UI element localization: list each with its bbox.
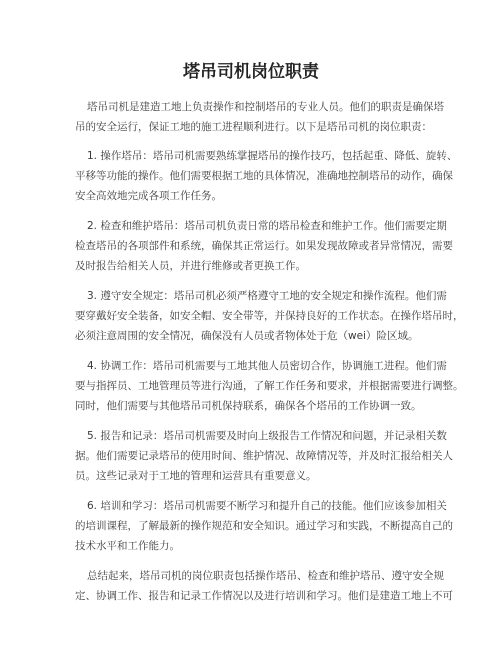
paragraph-line: 5. 报告和记录：塔吊司机需要及时向上级报告工作情况和问题，并记录相关数 (87, 430, 447, 442)
duty-paragraph-coordinate (75, 356, 464, 416)
paragraph-line: 3. 遵守安全规定：塔吊司机必须严格遵守工地的安全规定和操作流程。他们需 (87, 290, 447, 302)
duty-paragraph-operate (75, 146, 458, 206)
paragraph-line: 总结起来，塔吊司机的岗位职责包括操作塔吊、检查和维护塔吊、遵守安全规 (87, 570, 444, 582)
paragraph-line: 要穿戴好安全装备，如安全帽、安全带等，并保持良好的工作状态。在操作塔吊时， (75, 310, 464, 322)
duty-paragraph-report (75, 426, 453, 486)
paragraph-line: 必须注意周围的安全情况，确保没有人员或者物体处于危（wei）险区域。 (75, 330, 419, 342)
paragraph-line: 4. 协调工作：塔吊司机需要与工地其他人员密切合作，协调施工进程。他们需 (87, 360, 447, 372)
summary-paragraph (75, 566, 453, 606)
paragraph-line: 安全高效地完成各项工作任务。 (75, 190, 222, 202)
paragraph-line: 要与指挥员、工地管理员等进行沟通，了解工作任务和要求，并根据需要进行调整。 (75, 380, 464, 392)
paragraph-line: 平移等功能的操作。他们需要根据工地的具体情况，准确地控制塔吊的动作，确保 (75, 170, 453, 182)
duty-paragraph-training (75, 496, 453, 556)
paragraph-line: 员。这些记录对于工地的管理和运营具有重要意义。 (75, 470, 317, 482)
paragraph-line: 定、协调工作、报告和记录工作情况以及进行培训和学习。他们是建造工地上不可 (75, 590, 453, 602)
duty-paragraph-inspect (75, 216, 453, 276)
paragraph-line: 检查塔吊的各项部件和系统，确保其正常运行。如果发现故障或者异常情况，需要 (75, 240, 453, 252)
paragraph-line: 的培训课程，了解最新的操作规范和安全知识。通过学习和实践，不断提高自己的 (75, 520, 453, 532)
paragraph-line: 6. 培训和学习：塔吊司机需要不断学习和提升自己的技能。他们应该参加相关 (87, 500, 447, 512)
paragraph-line: 及时报告给相关人员，并进行维修或者更换工作。 (75, 260, 306, 272)
paragraph-line: 技术水平和工作能力。 (75, 540, 180, 552)
paragraph-line: 吊的安全运行，保证工地的施工进程顺利进行。以下是塔吊司机的岗位职责： (75, 121, 432, 133)
paragraph-line: 同时，他们需要与其他塔吊司机保持联系，确保各个塔吊的工作协调一致。 (75, 400, 422, 412)
duty-paragraph-safety (75, 286, 464, 346)
paragraph-line: 2. 检查和维护塔吊：塔吊司机负责日常的塔吊检查和维护工作。他们需要定期 (87, 220, 447, 232)
intro-paragraph (75, 97, 444, 137)
paragraph-line: 1. 操作塔吊：塔吊司机需要熟练掌握塔吊的操作技巧，包括起重、降低、旋转、 (87, 150, 458, 162)
paragraph-line: 据。他们需要记录塔吊的使用时间、维护情况、故障情况等，并及时汇报给相关人 (75, 450, 453, 462)
paragraph-line: 塔吊司机是建造工地上负责操作和控制塔吊的专业人员。他们的职责是确保塔 (87, 101, 444, 113)
page-title: 塔吊司机岗位职责 (183, 62, 319, 82)
